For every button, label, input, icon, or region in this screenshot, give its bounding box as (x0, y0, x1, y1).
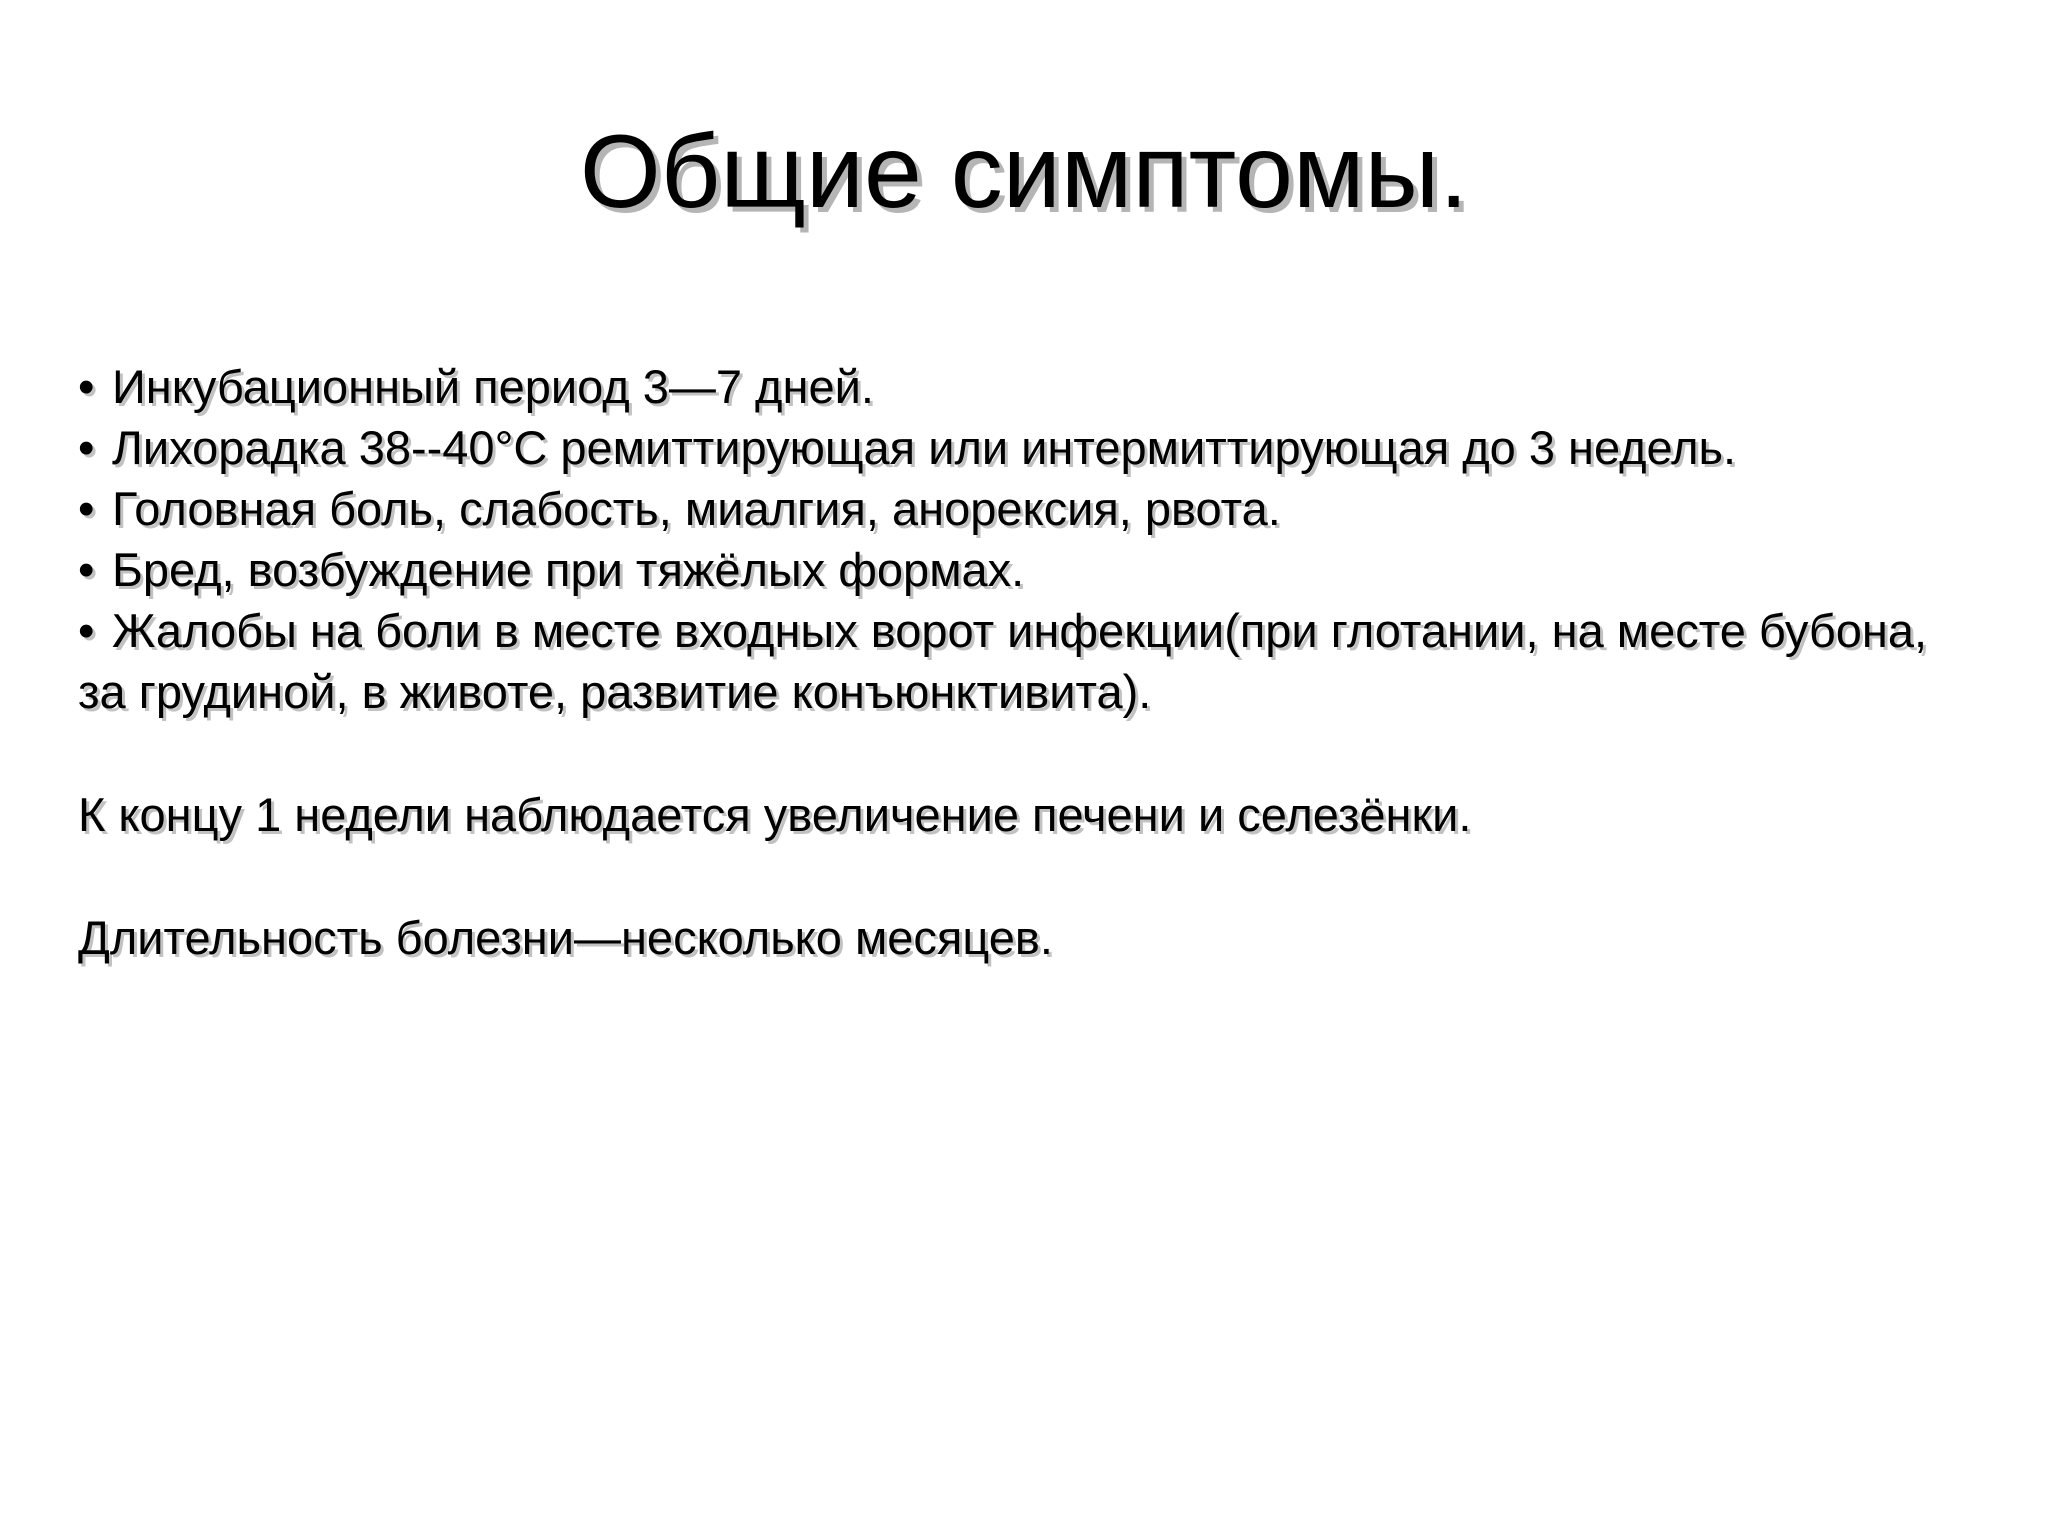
spacer (78, 845, 1978, 907)
list-item (78, 417, 1978, 478)
list-item (78, 356, 1978, 417)
symptom-list (78, 356, 1978, 722)
bullet-icon: • (78, 482, 95, 535)
list-item (78, 600, 1978, 722)
bullet-icon: • (78, 604, 95, 657)
bullet-icon: • (78, 543, 95, 596)
liver-spleen-paragraph: К концу 1 недели наблюдается увеличение печени и селезёнки. (78, 788, 1472, 841)
slide-body (78, 356, 1978, 968)
bullet-icon: • (78, 421, 95, 474)
list-item (78, 539, 1978, 600)
bullet-icon: • (78, 360, 95, 413)
list-item-text: Инкубационный период 3—7 дней. (112, 360, 874, 413)
slide-title: Общие симптомы. (579, 114, 1469, 230)
list-item-text: Жалобы на боли в месте входных ворот инфекции(при глотании, на месте бубона, за грудиной, в животе, развитие конъюнктивита). (78, 604, 1928, 718)
spacer (78, 722, 1978, 784)
list-item (78, 478, 1978, 539)
list-item-text: Лихорадка 38--40°С ремиттирующая или интермиттирующая до 3 недель. (112, 421, 1737, 474)
list-item-text: Бред, возбуждение при тяжёлых формах. (112, 543, 1025, 596)
list-item-text: Головная боль, слабость, миалгия, анорексия, рвота. (112, 482, 1281, 535)
duration-paragraph: Длительность болезни—несколько месяцев. (78, 911, 1053, 964)
